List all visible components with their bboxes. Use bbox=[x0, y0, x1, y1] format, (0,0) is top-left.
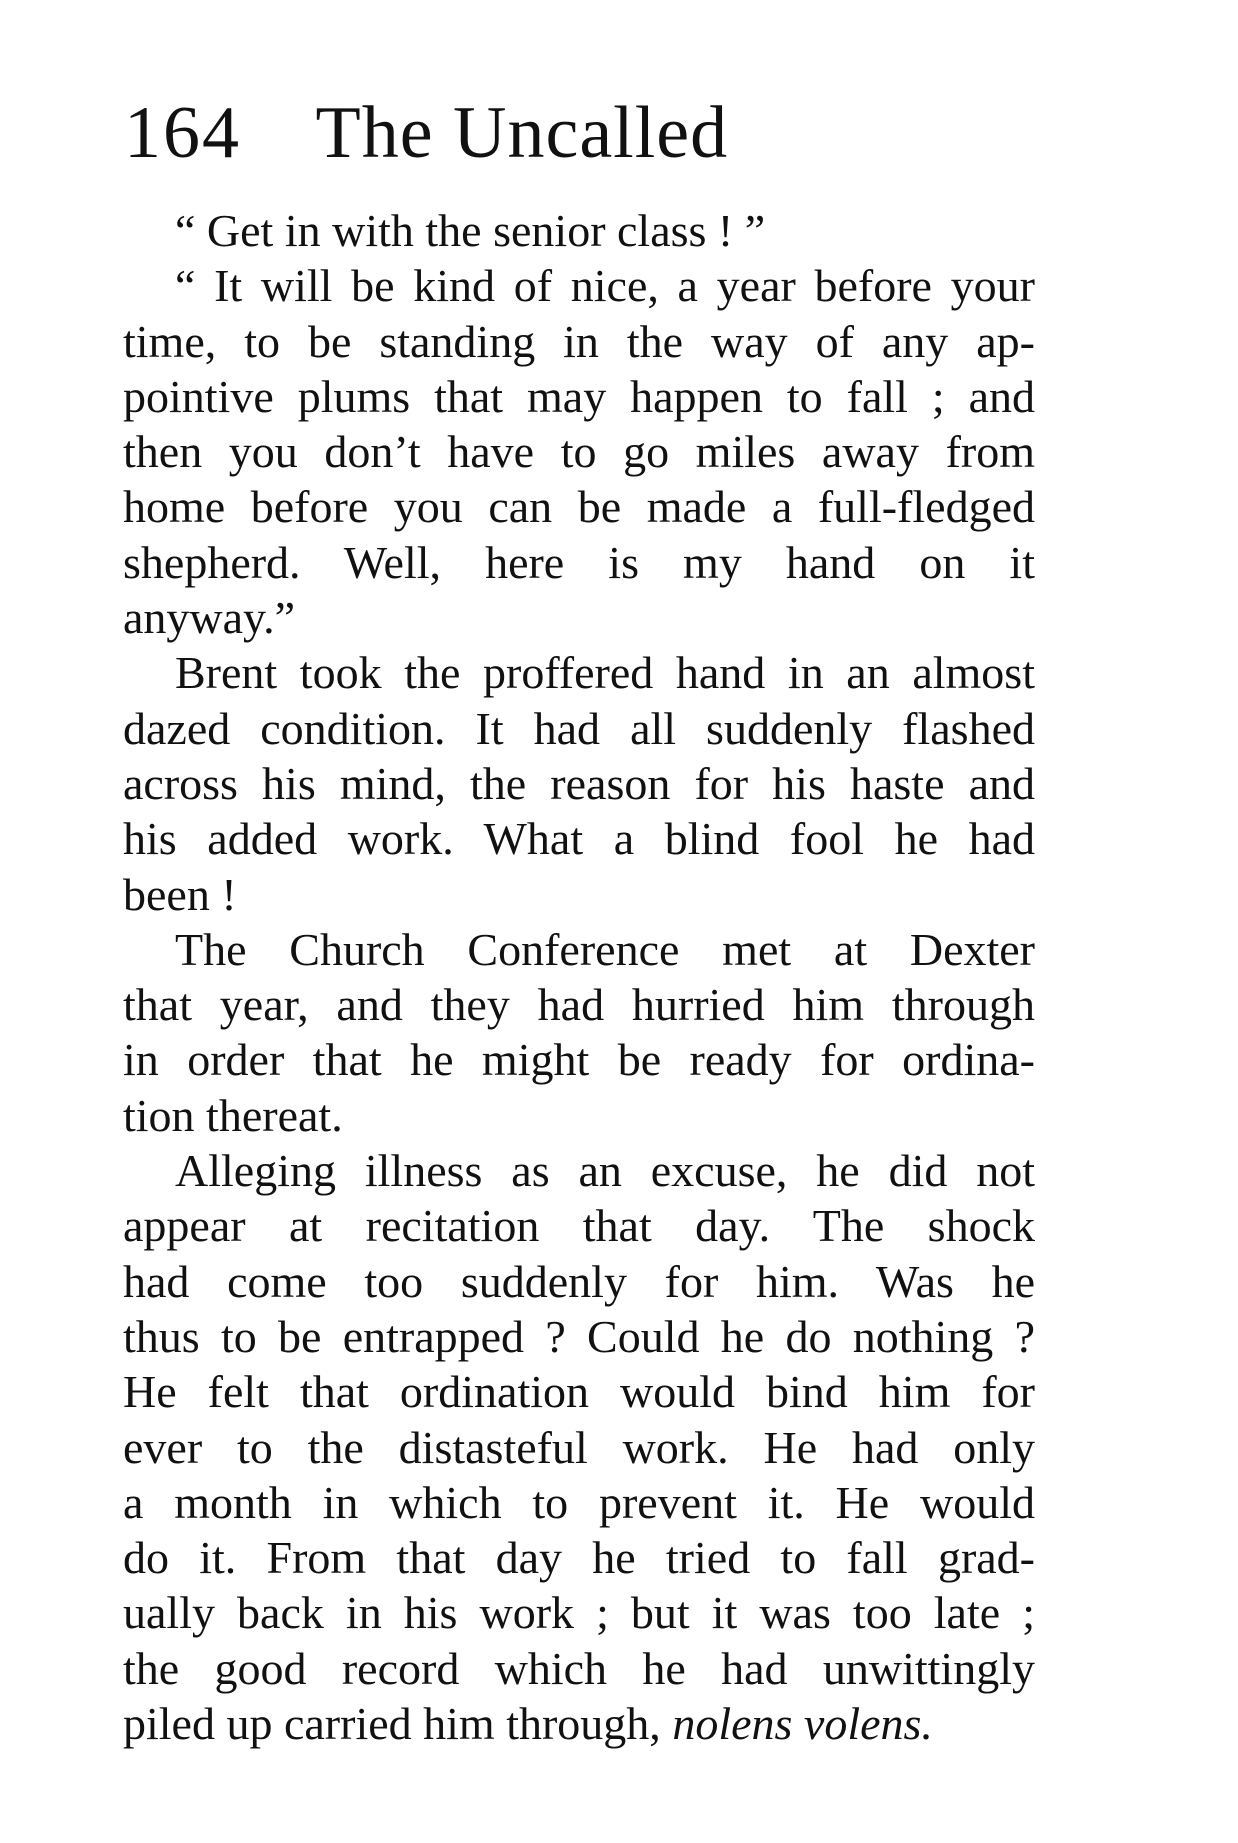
text-line: anyway.” bbox=[123, 592, 295, 644]
last-line-text: piled up carried him through, bbox=[123, 1698, 661, 1750]
text-line: time, to be standing in the way of any ap- bbox=[123, 315, 1035, 367]
text-line: Alleging illness as an excuse, he did not bbox=[175, 1145, 1035, 1197]
text-line: ually back in his work ; but it was too late ; bbox=[123, 1587, 1035, 1639]
text-line: “ Get in with the senior class ! ” bbox=[175, 205, 766, 256]
text-line: tion thereat. bbox=[123, 1089, 343, 1141]
text-line: been ! bbox=[123, 868, 237, 920]
body-text bbox=[123, 203, 1035, 1751]
text-line: dazed condition. It had all suddenly flashed bbox=[123, 702, 1035, 754]
text-line: across his mind, the reason for his haste and bbox=[123, 757, 1035, 809]
text-line: ever to the distasteful work. He had only bbox=[123, 1421, 1035, 1473]
text-line-last bbox=[123, 1696, 1035, 1751]
text-line: pointive plums that may happen to fall ; and bbox=[123, 370, 1035, 422]
text-line: thus to be entrapped ? Could he do nothing ? bbox=[123, 1310, 1035, 1362]
text-line: in order that he might be ready for ordina- bbox=[123, 1034, 1035, 1086]
text-line: Brent took the proffered hand in an almost bbox=[175, 647, 1035, 699]
running-title: The Uncalled bbox=[315, 92, 729, 174]
text-line: then you don’t have to go miles away from bbox=[123, 426, 1035, 478]
page-header bbox=[124, 88, 728, 178]
text-line: home before you can be made a full-fledged bbox=[123, 481, 1035, 533]
text-line: “ It will be kind of nice, a year before your bbox=[175, 260, 1035, 312]
text-line: The Church Conference met at Dexter bbox=[175, 923, 1035, 975]
text-line: that year, and they had hurried him through bbox=[123, 979, 1035, 1031]
text-line: He felt that ordination would bind him for bbox=[123, 1366, 1035, 1418]
page-number: 164 bbox=[124, 92, 241, 174]
text-line: the good record which he had unwittingly bbox=[123, 1642, 1035, 1694]
text-line: appear at recitation that day. The shock bbox=[123, 1200, 1035, 1252]
text-line: shepherd. Well, here is my hand on it bbox=[123, 536, 1035, 588]
text-line: his added work. What a blind fool he had bbox=[123, 813, 1035, 865]
italic-phrase: nolens volens. bbox=[672, 1698, 933, 1750]
text-line: had come too suddenly for him. Was he bbox=[123, 1255, 1035, 1307]
text-line: a month in which to prevent it. He would bbox=[123, 1476, 1035, 1528]
text-line: do it. From that day he tried to fall grad- bbox=[123, 1532, 1035, 1584]
